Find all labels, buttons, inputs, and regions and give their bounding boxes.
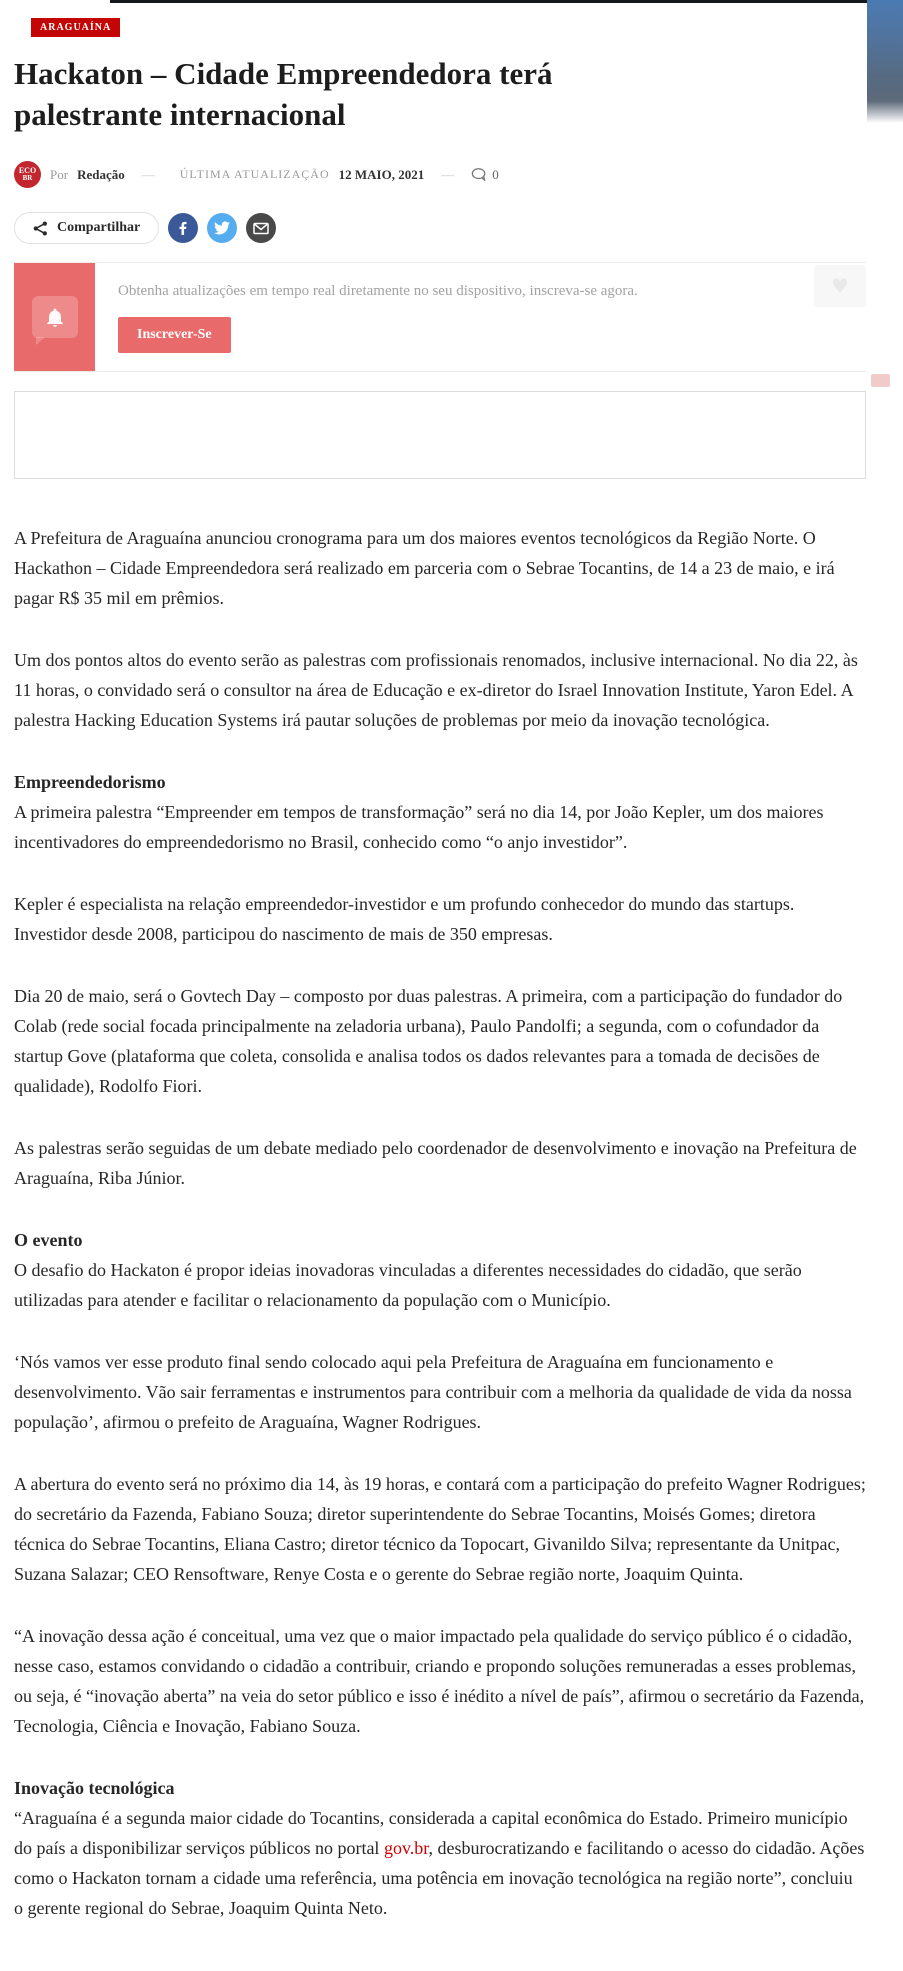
twitter-share-button[interactable] (207, 213, 237, 243)
last-updated-label: ÚLTIMA ATUALIZAÇÃO (179, 167, 330, 181)
notification-widget-fragment (871, 374, 890, 387)
article-paragraph: O desafio do Hackaton é propor ideias inovadoras vinculadas a diferentes necessidades do cidadão, que serão utilizadas para atender e facilitar o relacionamento da população com o Município. (14, 1260, 802, 1310)
article-date: 12 MAIO, 2021 (338, 166, 425, 182)
notification-bubble-icon (32, 296, 78, 338)
facebook-share-button[interactable] (168, 213, 198, 243)
article-title: Hackaton – Cidade Empreendedora terá palestrante internacional (14, 56, 553, 132)
avatar-text-line1: ECO (18, 166, 37, 175)
author-link[interactable]: Redação (77, 166, 125, 182)
section-heading: Inovação tecnológica (14, 1778, 175, 1798)
article-paragraph: “Araguaína é a segunda maior cidade do Tocantins, considerada a capital econômica do Estado. Primeiro município do país a disponibilizar serviços públicos no portal gov.br, desburocratizando e facilitando o acesso do cidadão. Ações como o Hackaton tornam a cidade uma referência, uma potência em inovação tecnológica na região norte”, concluiu o gerente regional do Sebrae, Joaquim Quinta Neto. (14, 1808, 865, 1918)
ad-placeholder-box (14, 391, 866, 479)
comment-icon (471, 167, 487, 182)
bell-icon (46, 307, 64, 327)
like-button[interactable] (814, 265, 866, 307)
article-paragraph: “A inovação dessa ação é conceitual, uma vez que o maior impactado pela qualidade do serviço público é o cidadão, nesse caso, estamos convidando o cidadão a contribuir, criando e propondo soluções remuneradas a esses problemas, ou seja, é “inovação aberta” na veia do setor público e isso é inédito a nível de país”, afirmou o secretário da Fazenda, Tecnologia, Ciência e Inovação, Fabiano Souza. (14, 1626, 865, 1736)
article-paragraph: As palestras serão seguidas de um debate mediado pelo coordenador de desenvolvimento e inovação na Prefeitura de Araguaína, Riba Júnior. (14, 1138, 857, 1188)
article-body (14, 523, 866, 1923)
article-paragraph: Um dos pontos altos do evento serão as palestras com profissionais renomados, inclusive internacional. No dia 22, às 11 horas, o convidado será o consultor na área de Educação e ex-diretor do Israel Innovation Institute, Yaron Edel. A palestra Hacking Education Systems irá pautar soluções de problemas por meio da inovação tecnológica. (14, 650, 858, 730)
corner-image-fragment (867, 0, 903, 123)
comments-link[interactable] (471, 167, 499, 183)
section-heading: O evento (14, 1230, 83, 1250)
byline (14, 161, 866, 188)
share-row (14, 212, 866, 244)
facebook-icon (176, 221, 190, 235)
category-badge-araguaina[interactable]: ARAGUAÍNA (31, 18, 120, 37)
article-paragraph: A abertura do evento será no próximo dia 14, às 19 horas, e contará com a participação do prefeito Wagner Rodrigues; do secretário da Fazenda, Fabiano Souza; diretor superintendente do Sebrae Tocantins, Moisés Gomes; diretora técnica do Sebrae Tocantins, Eliana Castro; diretor técnico da Topocart, Givanildo Silva; representante da Unitpac, Suzana Salazar; CEO Rensoftware, Renye Costa e o gerente do Sebrae região norte, Joaquim Quinta. (14, 1474, 866, 1584)
avatar-text-line2: BR (22, 174, 33, 182)
section-heading: Empreendedorismo (14, 772, 166, 792)
subscribe-banner-content (95, 263, 638, 371)
email-share-button[interactable] (246, 213, 276, 243)
article-paragraph: Dia 20 de maio, será o Govtech Day – composto por duas palestras. A primeira, com a participação do fundador do Colab (rede social focada principalmente na zeladoria urbana), Paulo Pandolfi; a segunda, com o cofundador da startup Gove (plataforma que coleta, consolida e analisa todos os dados relevantes para a tomada de decisões de qualidade), Rodolfo Fiori. (14, 986, 843, 1096)
share-button[interactable] (14, 212, 159, 244)
article-paragraph: A primeira palestra “Empreender em tempos de transformação” será no dia 14, por João Kepler, um dos maiores incentivadores do empreendedorismo no Brasil, conhecido como “o anjo investidor”. (14, 802, 824, 852)
share-icon (33, 221, 48, 236)
share-button-label: Compartilhar (57, 220, 141, 235)
subscribe-button[interactable]: Inscrever-Se (118, 317, 231, 353)
byline-separator: — (441, 166, 455, 182)
article-paragraph: ‘Nós vamos ver esse produto final sendo colocado aqui pela Prefeitura de Araguaína em funcionamento e desenvolvimento. Vão sair ferramentas e instrumentos para contribuir com a melhoria da qualidade de vida da nossa população’, afirmou o prefeito de Araguaína, Wagner Rodrigues. (14, 1352, 852, 1432)
subscribe-text: Obtenha atualizações em tempo real diretamente no seu dispositivo, inscreva-se agora. (118, 283, 638, 299)
article-paragraph: A Prefeitura de Araguaína anunciou cronograma para um dos maiores eventos tecnológicos da Região Norte. O Hackathon – Cidade Empreendedora será realizado em parceria com o Sebrae Tocantins, de 14 a 23 de maio, e irá pagar R$ 35 mil em prêmios. (14, 528, 835, 608)
avatar[interactable] (14, 161, 41, 188)
subscribe-banner (14, 262, 866, 372)
by-label: Por (50, 166, 69, 182)
subscribe-banner-icon-box (14, 263, 95, 371)
email-icon (253, 222, 269, 235)
article-paragraph: Kepler é especialista na relação empreendedor-investidor e um profundo conhecedor do mundo das startups. Investidor desde 2008, participou do nascimento de mais de 350 empresas. (14, 894, 795, 944)
byline-separator: — (141, 166, 155, 182)
heart-icon: ♥ (831, 274, 849, 298)
govbr-link[interactable]: gov.br (383, 1838, 429, 1858)
twitter-icon (214, 221, 230, 235)
comment-count: 0 (492, 166, 499, 182)
